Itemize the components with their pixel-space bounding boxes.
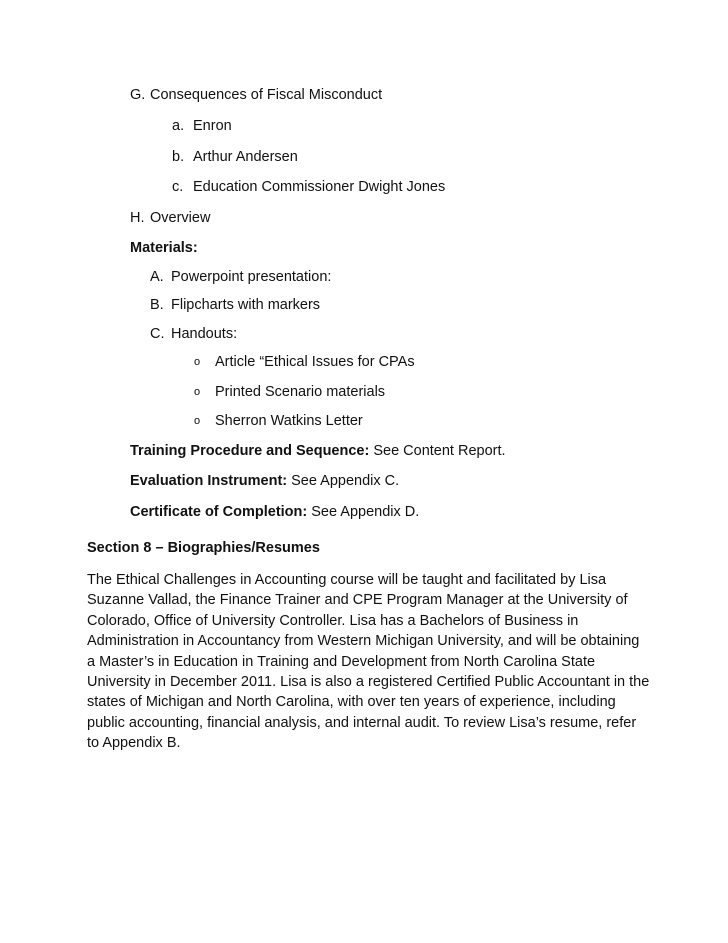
sub-item-marker: a.	[172, 118, 185, 134]
sub-item-text: Enron	[193, 118, 232, 134]
paragraph-line: Colorado, Office of University Controller. Lisa has a Bachelors of Business in	[87, 612, 579, 629]
evaluation-instrument-value: See Appendix C.	[291, 473, 400, 489]
handout-item-scenario	[194, 383, 385, 402]
paragraph-line: states of Michigan and North Carolina, with over ten years of experience, including	[87, 694, 616, 711]
sub-item-dwight-jones	[172, 178, 445, 196]
bullet-icon: o	[194, 415, 201, 427]
outline-item-h	[130, 209, 210, 227]
certificate-line	[130, 503, 419, 521]
materials-item-handouts	[150, 325, 237, 343]
sub-item-text: Education Commissioner Dwight Jones	[193, 179, 446, 195]
biography-paragraph	[87, 570, 667, 754]
materials-item-powerpoint	[150, 268, 331, 286]
materials-marker: B.	[150, 297, 164, 313]
training-procedure-value: See Content Report.	[373, 443, 506, 459]
sub-item-arthur-andersen	[172, 148, 298, 166]
bullet-icon: o	[194, 356, 201, 368]
paragraph-line: University in December 2011. Lisa is also a registered Certified Public Accountant in the	[87, 674, 650, 691]
materials-item-flipcharts	[150, 296, 320, 314]
evaluation-instrument-label: Evaluation Instrument:	[130, 473, 288, 489]
section-8-heading: Section 8 – Biographies/Resumes	[87, 540, 320, 556]
materials-text: Flipcharts with markers	[171, 297, 321, 313]
outline-text: Overview	[150, 210, 211, 226]
sub-item-text: Arthur Andersen	[193, 149, 298, 165]
paragraph-line: Administration in Accountancy from Western Michigan University, and will be obtaining	[87, 633, 640, 650]
certificate-value: See Appendix D.	[311, 504, 420, 520]
paragraph-line: to Appendix B.	[87, 735, 181, 752]
bullet-icon: o	[194, 386, 201, 398]
outline-item-g	[130, 86, 382, 104]
outline-marker: G.	[130, 87, 146, 103]
materials-heading: Materials:	[130, 240, 198, 256]
sub-item-marker: b.	[172, 149, 185, 165]
materials-marker: A.	[150, 269, 164, 285]
training-procedure-label: Training Procedure and Sequence:	[130, 443, 370, 459]
sub-item-marker: c.	[172, 179, 184, 195]
handout-text: Article “Ethical Issues for CPAs	[215, 354, 415, 370]
outline-marker: H.	[130, 210, 145, 226]
paragraph-line: a Master’s in Education in Training and Development from North Carolina State	[87, 653, 596, 670]
handout-text: Printed Scenario materials	[215, 384, 386, 400]
sub-item-enron	[172, 117, 232, 135]
handout-text: Sherron Watkins Letter	[215, 413, 363, 429]
handout-item-watkins-letter	[194, 412, 363, 431]
training-procedure-line	[130, 442, 506, 460]
materials-marker: C.	[150, 326, 165, 342]
outline-text: Consequences of Fiscal Misconduct	[150, 87, 383, 103]
handout-item-article	[194, 353, 415, 372]
paragraph-line: public accounting, financial analysis, and internal audit. To review Lisa’s resume, refer	[87, 714, 637, 731]
paragraph-line: The Ethical Challenges in Accounting course will be taught and facilitated by Lisa	[87, 572, 607, 588]
certificate-label: Certificate of Completion:	[130, 504, 308, 520]
materials-text: Handouts:	[171, 326, 238, 342]
evaluation-instrument-line	[130, 472, 399, 490]
materials-text: Powerpoint presentation:	[171, 269, 332, 285]
paragraph-line: Suzanne Vallad, the Finance Trainer and CPE Program Manager at the University of	[87, 592, 628, 609]
